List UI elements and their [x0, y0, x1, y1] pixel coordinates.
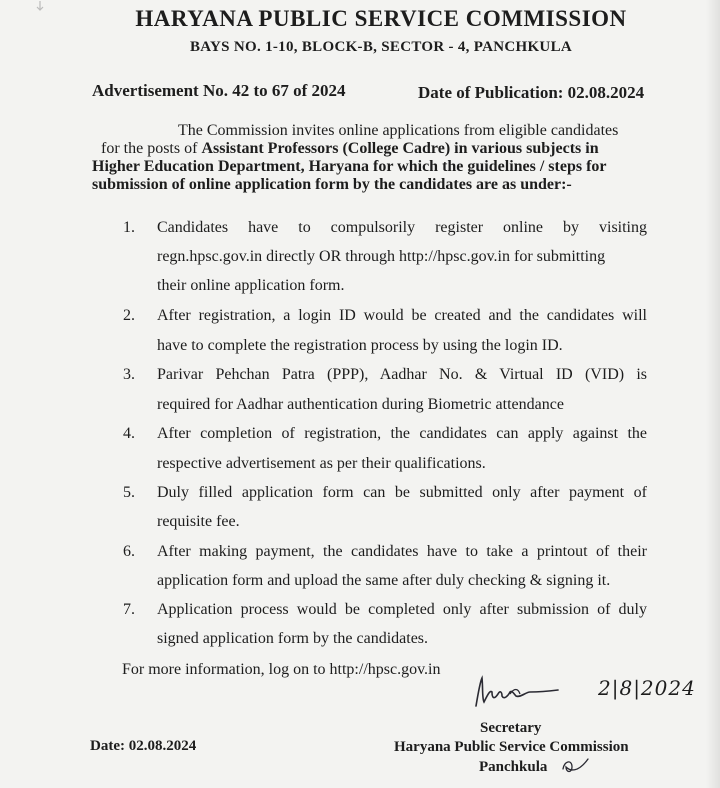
- list-item-line: their online application form.: [157, 277, 345, 294]
- list-item-line: required for Aadhar authentication during Biometric attendance: [157, 396, 564, 413]
- list-item-number: 7.: [123, 601, 135, 618]
- list-item-line: respective advertisement as per their qualifications.: [157, 455, 486, 472]
- list-item-line: Application process would be completed only after submission of duly: [157, 601, 647, 618]
- list-item-number: 1.: [123, 219, 135, 236]
- advertisement-number: Advertisement No. 42 to 67 of 2024: [92, 81, 346, 100]
- handwritten-date: 2|8|2024: [598, 676, 696, 700]
- intro-line-2: [101, 139, 599, 159]
- header-address: BAYS NO. 1-10, BLOCK-B, SECTOR - 4, PANCHKULA: [189, 39, 573, 55]
- more-info-line: For more information, log on to http://hpsc.gov.in: [122, 661, 441, 678]
- intro-line-2-bold: Assistant Professors (College Cadre) in various subjects in: [201, 140, 599, 157]
- intro-line-4: submission of online application form by the candidates are as under:-: [92, 176, 572, 193]
- list-item-number: 2.: [123, 307, 135, 324]
- list-item-line: regn.hpsc.gov.in directly OR through http://hpsc.gov.in for submitting: [157, 248, 606, 265]
- intro-line-2-plain: for the posts of: [101, 140, 202, 157]
- list-item-line: Parivar Pehchan Patra (PPP), Aadhar No. & Virtual ID (VID) is: [157, 366, 647, 383]
- initials-scribble: [560, 755, 590, 777]
- list-item-number: 3.: [123, 366, 135, 383]
- list-item-line: signed application form by the candidates.: [157, 630, 429, 647]
- list-item-line: application form and upload the same after duly checking & signing it.: [157, 572, 611, 589]
- page-edge-shadow: [706, 0, 720, 788]
- list-item-number: 6.: [123, 543, 135, 560]
- list-item-line: After registration, a login ID would be created and the candidates will: [157, 307, 647, 324]
- signature-scribble: [470, 672, 560, 712]
- list-item-line: After completion of registration, the candidates can apply against the: [157, 425, 647, 442]
- intro-line-1: The Commission invites online applications from eligible candidates: [178, 122, 619, 139]
- list-item-line: requisite fee.: [157, 513, 240, 530]
- issue-date: Date: 02.08.2024: [90, 738, 197, 754]
- list-item-line: Duly filled application form can be submitted only after payment of: [157, 484, 647, 501]
- intro-line-3: Higher Education Department, Haryana for which the guidelines / steps for: [92, 158, 607, 175]
- header-title: HARYANA PUBLIC SERVICE COMMISSION: [135, 6, 627, 31]
- office-city: Panchkula: [479, 759, 548, 775]
- publication-date: Date of Publication: 02.08.2024: [418, 83, 645, 102]
- designation: Secretary: [480, 720, 542, 736]
- list-item-line: After making payment, the candidates have to take a printout of their: [157, 543, 647, 560]
- list-item-line: Candidates have to compulsorily register online by visiting: [157, 219, 647, 236]
- list-item-number: 5.: [123, 484, 135, 501]
- office-name: Haryana Public Service Commission: [394, 739, 629, 755]
- list-item-number: 4.: [123, 425, 135, 442]
- list-item-line: have to complete the registration process by using the login ID.: [157, 337, 563, 354]
